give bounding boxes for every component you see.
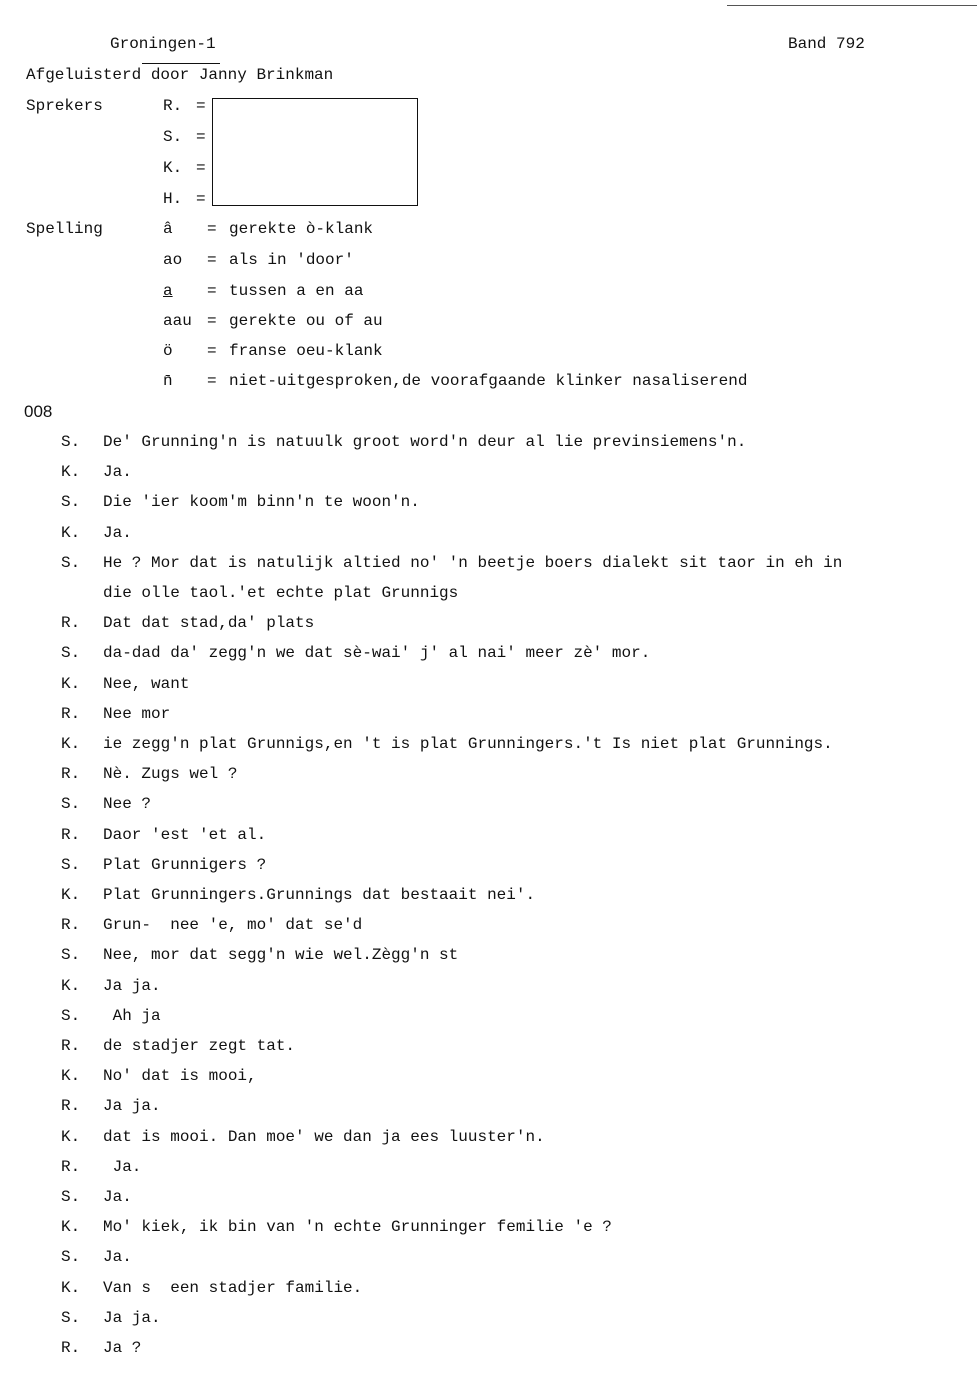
transcript-speaker: R.	[61, 705, 81, 723]
top-edge-rule	[727, 5, 977, 6]
spelling-symbol: ö	[163, 342, 173, 360]
spelling-equals: =	[207, 220, 217, 238]
transcript-speaker: R.	[61, 614, 81, 632]
transcript-speaker: R.	[61, 826, 81, 844]
transcript-text: Dat dat stad,da' plats	[103, 614, 315, 632]
transcript-speaker: S.	[61, 433, 81, 451]
speaker-code: R.	[163, 97, 183, 115]
transcript-text: Ja.	[103, 1158, 142, 1176]
transcript-text: dat is mooi. Dan moe' we dan ja ees luuster'n.	[103, 1128, 545, 1146]
transcript-speaker: R.	[61, 1097, 81, 1115]
spelling-equals: =	[207, 342, 217, 360]
spelling-description: gerekte ou of au	[229, 312, 383, 330]
transcript-speaker: S.	[61, 1248, 81, 1266]
speaker-equals: =	[196, 128, 206, 146]
transcript-speaker: S.	[61, 644, 81, 662]
speaker-equals: =	[196, 159, 206, 177]
transcript-speaker: S.	[61, 795, 81, 813]
transcript-text: Ja ja.	[103, 1097, 161, 1115]
speaker-code: S.	[163, 128, 183, 146]
speaker-code: K.	[163, 159, 183, 177]
transcript-speaker: R.	[61, 1158, 81, 1176]
spelling-symbol: a	[163, 282, 173, 300]
transcript-text: die olle taol.'et echte plat Grunnigs	[103, 584, 459, 602]
transcript-text: He ? Mor dat is natulijk altied no' 'n beetje boers dialekt sit taor in eh in	[103, 554, 843, 572]
transcript-speaker: K.	[61, 1067, 81, 1085]
transcript-text: Grun- nee 'e, mo' dat se'd	[103, 916, 363, 934]
transcript-text: De' Grunning'n is natuulk groot word'n deur al lie previnsiemens'n.	[103, 433, 747, 451]
transcript-text: Ja ja.	[103, 1309, 161, 1327]
transcript-text: Nee, mor dat segg'n wie wel.Zègg'n st	[103, 946, 459, 964]
transcript-text: Daor 'est 'et al.	[103, 826, 267, 844]
spelling-equals: =	[207, 251, 217, 269]
transcript-text: No' dat is mooi,	[103, 1067, 257, 1085]
transcript-text: ie zegg'n plat Grunnigs,en 't is plat Grunningers.'t Is niet plat Grunnings.	[103, 735, 833, 753]
speakers-name-box	[212, 98, 418, 206]
transcript-text: Nee mor	[103, 705, 171, 723]
transcript-text: Plat Grunnigers ?	[103, 856, 267, 874]
listened-by-line: Afgeluisterd door Janny Brinkman	[26, 66, 334, 84]
transcript-speaker: R.	[61, 1339, 81, 1357]
transcript-text: Die 'ier koom'm binn'n te woon'n.	[103, 493, 420, 511]
transcript-speaker: K.	[61, 1128, 81, 1146]
transcript-speaker: S.	[61, 1309, 81, 1327]
header-underline	[142, 63, 220, 64]
transcript-text: Ja.	[103, 463, 132, 481]
transcript-speaker: K.	[61, 977, 81, 995]
spelling-symbol: aau	[163, 312, 192, 330]
spelling-description: niet-uitgesproken,de voorafgaande klinker nasaliserend	[229, 372, 748, 390]
spelling-description: als in 'door'	[229, 251, 354, 269]
transcript-speaker: K.	[61, 675, 81, 693]
transcript-speaker: K.	[61, 524, 81, 542]
transcript-speaker: S.	[61, 493, 81, 511]
transcript-text: Nee, want	[103, 675, 190, 693]
transcript-speaker: K.	[61, 1218, 81, 1236]
transcript-text: Ja.	[103, 1248, 132, 1266]
spelling-label: Spelling	[26, 220, 103, 238]
transcript-text: de stadjer zegt tat.	[103, 1037, 296, 1055]
transcript-text: da-dad da' zegg'n we dat sè-wai' j' al nai' meer zè' mor.	[103, 644, 651, 662]
transcript-speaker: K.	[61, 1279, 81, 1297]
header-tape-number: Band 792	[788, 35, 865, 53]
speaker-code: H.	[163, 190, 183, 208]
spelling-description: tussen a en aa	[229, 282, 364, 300]
transcript-text: Plat Grunningers.Grunnings dat bestaait nei'.	[103, 886, 536, 904]
transcript-speaker: S.	[61, 856, 81, 874]
transcript-speaker: S.	[61, 1007, 81, 1025]
tape-counter: 008	[24, 402, 53, 421]
transcript-text: Ja ?	[103, 1339, 142, 1357]
spelling-equals: =	[207, 312, 217, 330]
transcript-text: Ja ja.	[103, 977, 161, 995]
transcript-speaker: K.	[61, 886, 81, 904]
transcript-text: Mo' kiek, ik bin van 'n echte Grunninger femilie 'e ?	[103, 1218, 612, 1236]
transcript-speaker: R.	[61, 765, 81, 783]
spelling-equals: =	[207, 372, 217, 390]
transcript-speaker: S.	[61, 1188, 81, 1206]
transcript-text: Ah ja	[103, 1007, 161, 1025]
transcript-speaker: S.	[61, 554, 81, 572]
speaker-equals: =	[196, 190, 206, 208]
spelling-description: gerekte ò-klank	[229, 220, 374, 238]
transcript-text: Van s een stadjer familie.	[103, 1279, 363, 1297]
spelling-equals: =	[207, 282, 217, 300]
speakers-label: Sprekers	[26, 97, 103, 115]
spelling-symbol: n̄	[163, 372, 173, 390]
transcript-speaker: R.	[61, 1037, 81, 1055]
spelling-symbol: ao	[163, 251, 183, 269]
transcript-speaker: R.	[61, 916, 81, 934]
transcript-speaker: S.	[61, 946, 81, 964]
spelling-symbol: â	[163, 220, 173, 238]
spelling-description: franse oeu-klank	[229, 342, 383, 360]
transcript-text: Ja.	[103, 1188, 132, 1206]
transcript-text: Nè. Zugs wel ?	[103, 765, 238, 783]
transcript-text: Nee ?	[103, 795, 152, 813]
transcript-speaker: K.	[61, 735, 81, 753]
transcript-speaker: K.	[61, 463, 81, 481]
header-location: Groningen-1	[110, 35, 216, 53]
speaker-equals: =	[196, 97, 206, 115]
transcript-text: Ja.	[103, 524, 132, 542]
